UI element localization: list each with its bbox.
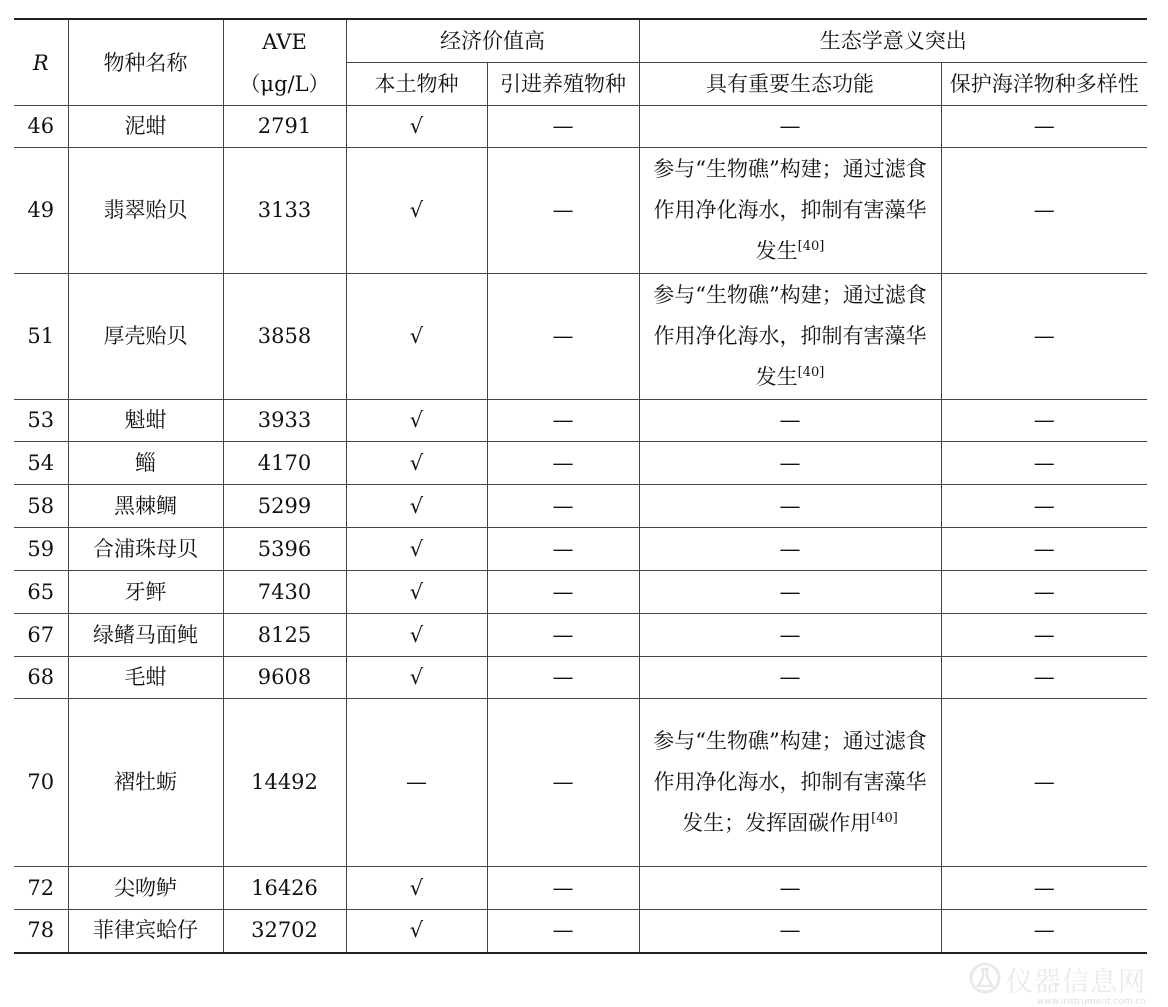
cell-diversity: — bbox=[941, 910, 1147, 953]
cell-eco-function bbox=[639, 571, 941, 614]
watermark-text: 仪器信息网 bbox=[1006, 967, 1146, 998]
cell-ave: 2791 bbox=[223, 106, 346, 148]
cell-native: √ bbox=[346, 274, 487, 400]
eco-function-text: — bbox=[779, 918, 801, 943]
cell-species-name: 尖吻鲈 bbox=[68, 867, 223, 910]
cell-diversity: — bbox=[941, 699, 1147, 867]
cell-species-name: 合浦珠母贝 bbox=[68, 528, 223, 571]
table-body bbox=[14, 106, 1147, 953]
cell-r: 65 bbox=[14, 571, 68, 614]
cell-native: √ bbox=[346, 485, 487, 528]
cell-ave: 14492 bbox=[223, 699, 346, 867]
cell-r: 54 bbox=[14, 442, 68, 485]
cell-introduced: — bbox=[487, 400, 639, 442]
cell-species-name: 褶牡蛎 bbox=[68, 699, 223, 867]
table-row bbox=[14, 614, 1147, 657]
cell-diversity: — bbox=[941, 485, 1147, 528]
citation-ref: [40] bbox=[797, 239, 825, 254]
cell-r: 72 bbox=[14, 867, 68, 910]
cell-native: √ bbox=[346, 528, 487, 571]
watermark-url: www.instrument.com.cn bbox=[1036, 997, 1146, 1007]
eco-function-text: — bbox=[779, 622, 801, 647]
cell-native: √ bbox=[346, 910, 487, 953]
eco-function-text: — bbox=[779, 450, 801, 475]
cell-r: 49 bbox=[14, 148, 68, 274]
cell-ave: 9608 bbox=[223, 657, 346, 699]
cell-diversity: — bbox=[941, 106, 1147, 148]
cell-eco-function bbox=[639, 657, 941, 699]
col-header-r: R bbox=[14, 19, 68, 106]
cell-introduced: — bbox=[487, 867, 639, 910]
species-table bbox=[14, 18, 1147, 954]
cell-species-name: 绿鳍马面鲀 bbox=[68, 614, 223, 657]
cell-r: 68 bbox=[14, 657, 68, 699]
cell-r: 67 bbox=[14, 614, 68, 657]
cell-eco-function bbox=[639, 699, 941, 867]
cell-species-name: 鲻 bbox=[68, 442, 223, 485]
cell-native: √ bbox=[346, 442, 487, 485]
eco-function-text: 参与“生物礁”构建；通过滤食作用净化海水，抑制有害藻华发生 bbox=[653, 157, 927, 263]
cell-native: √ bbox=[346, 657, 487, 699]
cell-diversity: — bbox=[941, 148, 1147, 274]
cell-introduced: — bbox=[487, 910, 639, 953]
cell-native: √ bbox=[346, 106, 487, 148]
cell-ave: 5396 bbox=[223, 528, 346, 571]
eco-function-text: — bbox=[779, 114, 801, 138]
citation-ref: [40] bbox=[797, 365, 825, 380]
cell-eco-function bbox=[639, 400, 941, 442]
cell-ave: 4170 bbox=[223, 442, 346, 485]
cell-species-name: 泥蚶 bbox=[68, 106, 223, 148]
table-row bbox=[14, 485, 1147, 528]
col-header-native: 本土物种 bbox=[346, 63, 487, 106]
cell-introduced: — bbox=[487, 699, 639, 867]
cell-native: — bbox=[346, 699, 487, 867]
cell-eco-function bbox=[639, 614, 941, 657]
cell-ave: 7430 bbox=[223, 571, 346, 614]
cell-native: √ bbox=[346, 400, 487, 442]
cell-native: √ bbox=[346, 867, 487, 910]
cell-diversity: — bbox=[941, 274, 1147, 400]
cell-diversity: — bbox=[941, 400, 1147, 442]
cell-introduced: — bbox=[487, 148, 639, 274]
table-row bbox=[14, 400, 1147, 442]
cell-eco-function bbox=[639, 528, 941, 571]
col-header-eco-function: 具有重要生态功能 bbox=[639, 63, 941, 106]
cell-introduced: — bbox=[487, 657, 639, 699]
col-header-diversity: 保护海洋物种多样性 bbox=[941, 63, 1147, 106]
group-header-ecological: 生态学意义突出 bbox=[639, 19, 1147, 63]
cell-ave: 16426 bbox=[223, 867, 346, 910]
cell-eco-function bbox=[639, 274, 941, 400]
table-row bbox=[14, 571, 1147, 614]
cell-species-name: 魁蚶 bbox=[68, 400, 223, 442]
cell-introduced: — bbox=[487, 485, 639, 528]
eco-function-text: 参与“生物礁”构建；通过滤食作用净化海水，抑制有害藻华发生 bbox=[653, 283, 927, 389]
table-row bbox=[14, 106, 1147, 148]
cell-native: √ bbox=[346, 148, 487, 274]
eco-function-text: — bbox=[779, 536, 801, 561]
cell-species-name: 翡翠贻贝 bbox=[68, 148, 223, 274]
table-row bbox=[14, 699, 1147, 867]
table-row bbox=[14, 657, 1147, 699]
cell-diversity: — bbox=[941, 867, 1147, 910]
cell-r: 53 bbox=[14, 400, 68, 442]
ave-unit: （μg/L） bbox=[239, 71, 330, 96]
cell-r: 78 bbox=[14, 910, 68, 953]
col-header-introduced: 引进养殖物种 bbox=[487, 63, 639, 106]
watermark bbox=[968, 960, 1146, 999]
cell-introduced: — bbox=[487, 528, 639, 571]
cell-eco-function bbox=[639, 106, 941, 148]
cell-ave: 3858 bbox=[223, 274, 346, 400]
cell-diversity: — bbox=[941, 614, 1147, 657]
eco-function-text: — bbox=[779, 875, 801, 900]
cell-r: 58 bbox=[14, 485, 68, 528]
cell-ave: 3133 bbox=[223, 148, 346, 274]
col-header-name: 物种名称 bbox=[68, 19, 223, 106]
cell-r: 70 bbox=[14, 699, 68, 867]
citation-ref: [40] bbox=[871, 811, 898, 826]
cell-eco-function bbox=[639, 485, 941, 528]
cell-species-name: 牙鲆 bbox=[68, 571, 223, 614]
cell-species-name: 菲律宾蛤仔 bbox=[68, 910, 223, 953]
cell-ave: 32702 bbox=[223, 910, 346, 953]
cell-r: 59 bbox=[14, 528, 68, 571]
cell-r: 46 bbox=[14, 106, 68, 148]
cell-introduced: — bbox=[487, 571, 639, 614]
cell-species-name: 黑棘鲷 bbox=[68, 485, 223, 528]
cell-ave: 5299 bbox=[223, 485, 346, 528]
cell-eco-function bbox=[639, 910, 941, 953]
cell-diversity: — bbox=[941, 528, 1147, 571]
cell-diversity: — bbox=[941, 571, 1147, 614]
ave-label: AVE bbox=[262, 29, 307, 54]
cell-species-name: 毛蚶 bbox=[68, 657, 223, 699]
eco-function-text: 参与“生物礁”构建；通过滤食作用净化海水，抑制有害藻华发生；发挥固碳作用 bbox=[653, 729, 927, 835]
table-row bbox=[14, 442, 1147, 485]
cell-species-name: 厚壳贻贝 bbox=[68, 274, 223, 400]
eco-function-text: — bbox=[779, 665, 801, 689]
eco-function-text: — bbox=[779, 408, 801, 432]
cell-ave: 8125 bbox=[223, 614, 346, 657]
cell-introduced: — bbox=[487, 106, 639, 148]
cell-native: √ bbox=[346, 614, 487, 657]
flask-logo-icon bbox=[968, 961, 1002, 999]
cell-r: 51 bbox=[14, 274, 68, 400]
eco-function-text: — bbox=[779, 493, 801, 518]
cell-diversity: — bbox=[941, 657, 1147, 699]
table-row bbox=[14, 867, 1147, 910]
table-row bbox=[14, 274, 1147, 400]
eco-function-text: — bbox=[779, 579, 801, 604]
table-row bbox=[14, 528, 1147, 571]
group-header-economic: 经济价值高 bbox=[346, 19, 639, 63]
table-row bbox=[14, 910, 1147, 953]
table-row bbox=[14, 148, 1147, 274]
cell-eco-function bbox=[639, 867, 941, 910]
cell-native: √ bbox=[346, 571, 487, 614]
cell-introduced: — bbox=[487, 274, 639, 400]
cell-introduced: — bbox=[487, 614, 639, 657]
col-header-ave bbox=[223, 19, 346, 106]
cell-eco-function bbox=[639, 148, 941, 274]
cell-introduced: — bbox=[487, 442, 639, 485]
cell-ave: 3933 bbox=[223, 400, 346, 442]
cell-eco-function bbox=[639, 442, 941, 485]
table-header bbox=[14, 19, 1147, 106]
cell-diversity: — bbox=[941, 442, 1147, 485]
